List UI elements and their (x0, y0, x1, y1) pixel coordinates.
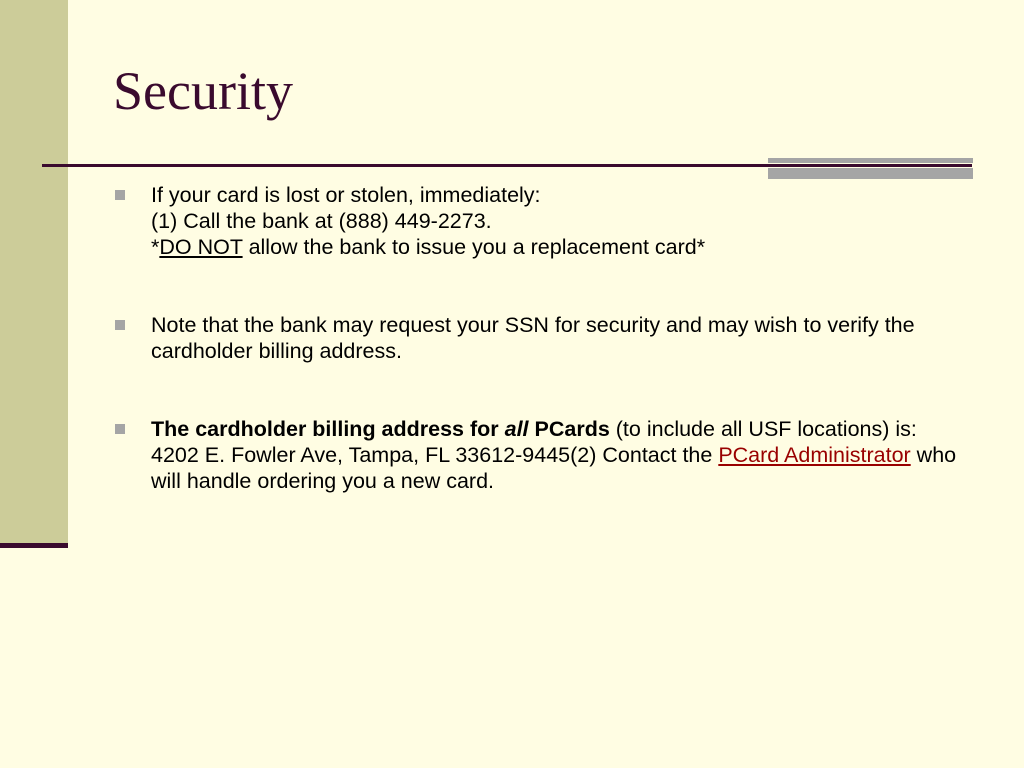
pcard-administrator-link[interactable]: PCard Administrator (718, 443, 911, 467)
left-band-rule (0, 543, 68, 548)
all-emphasis: all (504, 417, 529, 441)
billing-address-text: (to include all USF locations) is: 4202 E. Fowler Ave, Tampa, FL 33612-9445(2) Contact the (151, 417, 917, 467)
bullet-lost-card-line2: (1) Call the bank at (888) 449-2273. (151, 209, 492, 233)
bullet-lost-card (113, 182, 963, 260)
bullet-lost-card-line3 (151, 234, 963, 260)
bullet-list (113, 182, 963, 494)
title-divider (42, 164, 972, 167)
slide-title: Security (113, 61, 293, 121)
bullet-lost-card-line1: If your card is lost or stolen, immediately: (151, 183, 541, 207)
square-bullet-icon (115, 190, 125, 200)
bullet-billing-address (113, 416, 963, 494)
billing-heading-part2: PCards (528, 417, 610, 441)
bullet-ssn-note (113, 312, 963, 364)
ssn-note-text: Note that the bank may request your SSN for security and may wish to verify the cardholder billing address. (151, 313, 915, 363)
accent-bar-bottom (768, 168, 973, 179)
square-bullet-icon (115, 424, 125, 434)
billing-heading-part1: The cardholder billing address for (151, 417, 505, 441)
square-bullet-icon (115, 320, 125, 330)
billing-closing-text: who will handle ordering you a new card. (151, 443, 957, 493)
accent-bar-top (768, 158, 973, 163)
replacement-warning-text: allow the bank to issue you a replacement card* (242, 235, 706, 259)
billing-address-heading (151, 417, 610, 441)
asterisk-prefix: * (151, 235, 160, 259)
left-decorative-band (0, 0, 68, 545)
do-not-emphasis: DO NOT (159, 235, 243, 259)
